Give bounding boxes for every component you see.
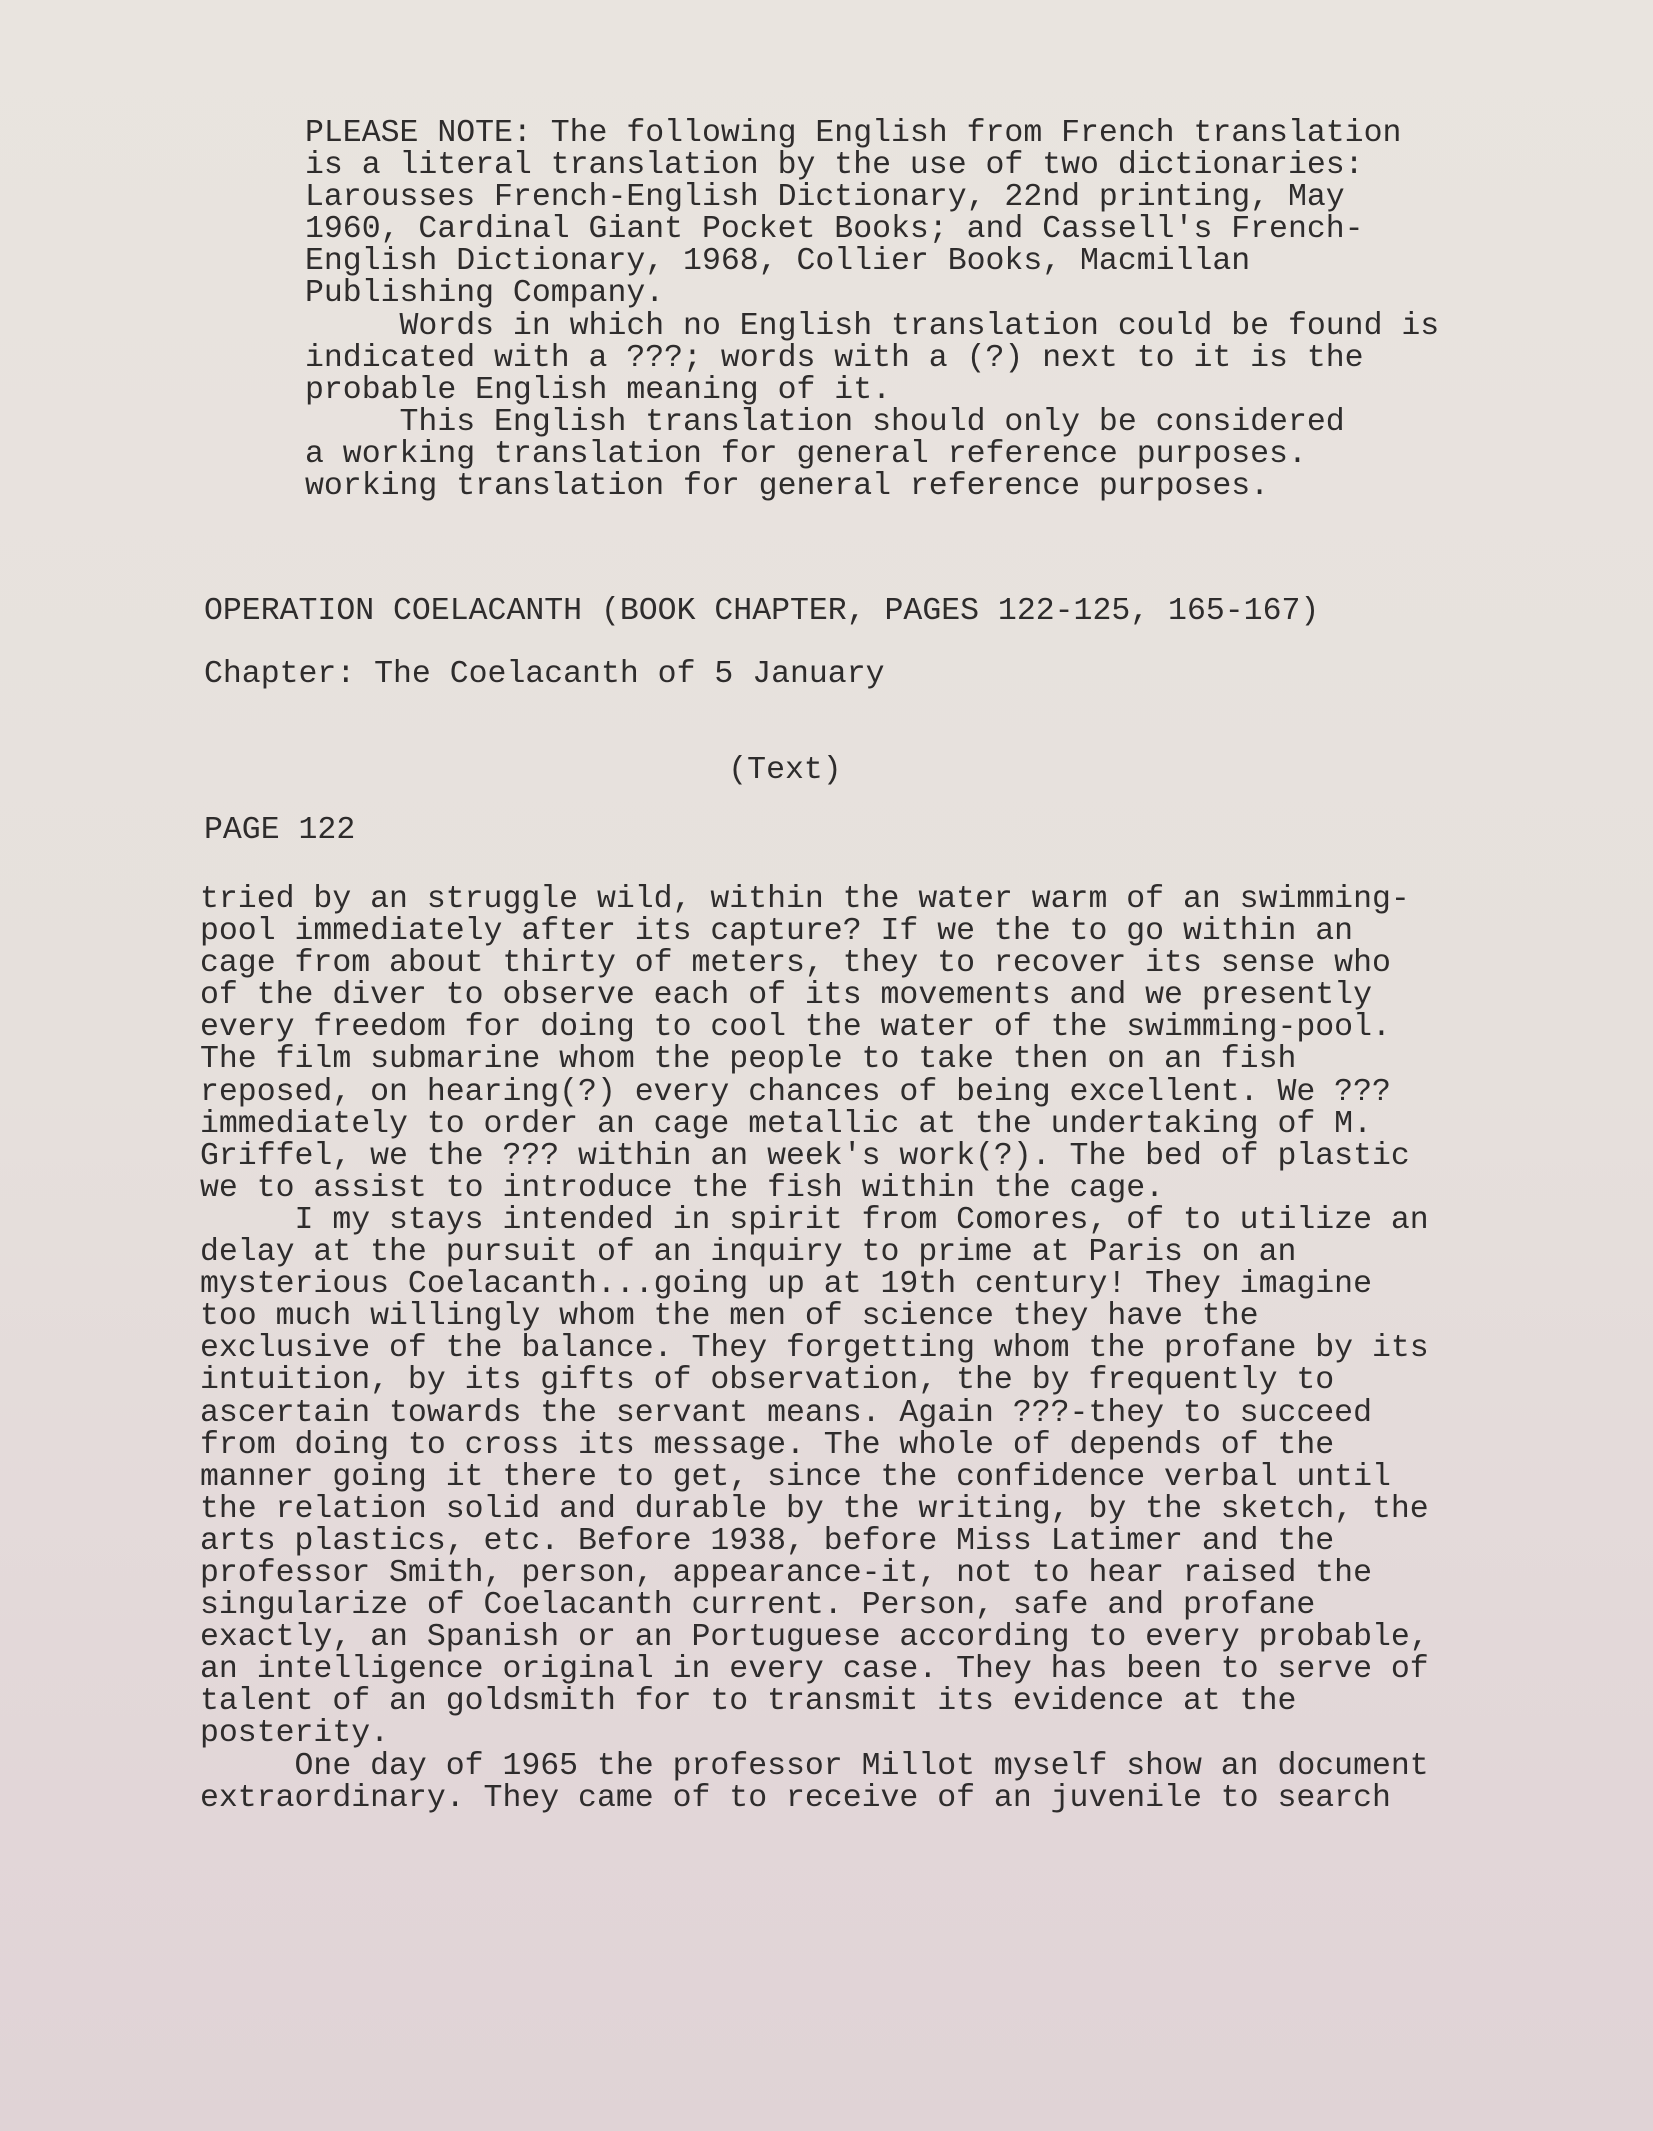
body-line: Griffel, we the ??? within an week's work(?). The bed of plastic — [200, 1138, 1410, 1174]
note-line: English Dictionary, 1968, Collier Books, Macmillan — [305, 244, 1251, 280]
note-line: working translation for general reference purposes. — [305, 469, 1270, 505]
document-title: OPERATION COELACANTH (BOOK CHAPTER, PAGES 122-125, 165-167) — [204, 594, 1320, 629]
note-line: is a literal translation by the use of two dictionaries: — [305, 148, 1364, 184]
body-line: One day of 1965 the professor Millot myself show an document — [200, 1748, 1429, 1784]
body-line: posterity. — [200, 1716, 390, 1752]
body-line: The film submarine whom the people to take then on an fish — [200, 1042, 1297, 1078]
body-line: pool immediately after its capture? If we the to go within an — [200, 914, 1354, 950]
body-line: talent of an goldsmith for to transmit its evidence at the — [200, 1684, 1297, 1720]
body-line: every freedom for doing to cool the water of the swimming-pool. — [200, 1010, 1391, 1046]
note-line: indicated with a ???; words with a (?) next to it is the — [305, 340, 1364, 376]
body-line: the relation solid and durable by the writing, by the sketch, the — [200, 1491, 1429, 1527]
body-line: tried by an struggle wild, within the water warm of an swimming- — [200, 882, 1410, 917]
note-line: PLEASE NOTE: The following English from French translation — [305, 116, 1402, 151]
body-line: singularize of Coelacanth current. Person, safe and profane — [200, 1588, 1316, 1624]
body-line: ascertain towards the servant means. Again ???-they to succeed — [200, 1395, 1372, 1431]
body-line: mysterious Coelacanth...going up at 19th century! They imagine — [200, 1267, 1372, 1303]
translation-note — [305, 118, 1439, 503]
body-line: arts plastics, etc. Before 1938, before Miss Latimer and the — [200, 1523, 1335, 1559]
body-line: of the diver to observe each of its movements and we presently — [200, 978, 1372, 1014]
body-text — [200, 884, 1429, 1815]
body-line: delay at the pursuit of an inquiry to prime at Paris on an — [200, 1235, 1297, 1271]
note-line: Words in which no English translation could be found is — [305, 308, 1440, 344]
note-line: 1960, Cardinal Giant Pocket Books; and Cassell's French- — [305, 212, 1364, 248]
body-line: I my stays intended in spirit from Comores, of to utilize an — [200, 1202, 1429, 1238]
body-line: too much willingly whom the men of science they have the — [200, 1299, 1259, 1335]
body-line: cage from about thirty of meters, they to recover its sense who — [200, 946, 1391, 982]
body-line: from doing to cross its message. The whole of depends of the — [200, 1427, 1335, 1463]
chapter-heading: Chapter: The Coelacanth of 5 January — [204, 657, 885, 692]
body-line: professor Smith, person, appearance-it, not to hear raised the — [200, 1555, 1372, 1591]
body-line: manner going it there to get, since the confidence verbal until — [200, 1459, 1391, 1495]
note-line: probable English meaning of it. — [305, 372, 891, 408]
note-line: Publishing Company. — [305, 276, 665, 312]
note-line: This English translation should only be considered — [305, 404, 1345, 440]
note-line: a working translation for general reference purposes. — [305, 436, 1307, 472]
body-line: we to assist to introduce the fish within the cage. — [200, 1170, 1165, 1206]
body-line: immediately to order an cage metallic at the undertaking of M. — [200, 1106, 1372, 1142]
text-label: (Text) — [728, 753, 842, 788]
body-line: reposed, on hearing(?) every chances of being excellent. We ??? — [200, 1074, 1391, 1110]
note-line: Larousses French-English Dictionary, 22nd printing, May — [305, 180, 1345, 216]
body-line: exactly, an Spanish or an Portuguese according to every probable, — [200, 1620, 1429, 1656]
body-line: extraordinary. They came of to receive of an juvenile to search — [200, 1780, 1391, 1816]
body-line: an intelligence original in every case. They has been to serve of — [200, 1652, 1429, 1688]
body-line: intuition, by its gifts of observation, the by frequently to — [200, 1363, 1335, 1399]
body-line: exclusive of the balance. They forgetting whom the profane by its — [200, 1331, 1429, 1367]
page-label: PAGE 122 — [204, 813, 356, 848]
